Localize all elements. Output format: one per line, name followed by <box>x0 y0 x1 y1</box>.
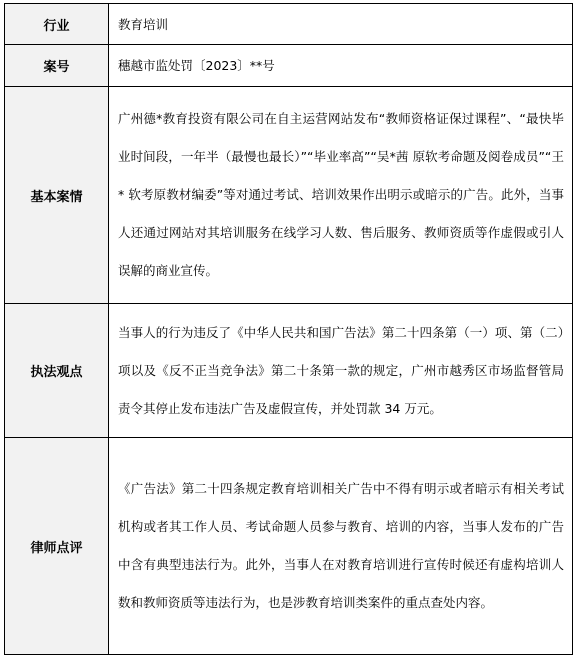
content-enforcement-view: 当事人的行为违反了《中华人民共和国广告法》第二十四条第（一）项、第（二）项以及《反不正当竞争法》第二十条第一款的规定，广州市越秀区市场监督管局责令其停止发布违法广告及虚假宣传，并处罚款 34 万元。 <box>109 304 573 438</box>
label-lawyer-comment: 律师点评 <box>5 438 109 655</box>
row-lawyer-comment <box>5 438 573 655</box>
content-case-number: 穗越市监处罚〔2023〕**号 <box>109 45 573 87</box>
content-industry: 教育培训 <box>109 4 573 45</box>
row-industry <box>5 4 573 45</box>
label-basic-facts: 基本案情 <box>5 87 109 304</box>
row-enforcement-view <box>5 304 573 438</box>
label-enforcement-view: 执法观点 <box>5 304 109 438</box>
label-industry: 行业 <box>5 4 109 45</box>
case-table <box>4 3 573 655</box>
content-basic-facts: 广州德*教育投资有限公司在自主运营网站发布“教师资格证保过课程”、“最快毕业时间段，一年半（最慢也最长）”“毕业率高”“吴*茜 原软考命题及阅卷成员”“王* 软考原教材编委”等对通过考试、培训效果作出明示或暗示的广告。此外，当事人还通过网站对其培训服务在线学习人数、售后服务、教师资质等作虚假或引人误解的商业宣传。 <box>109 87 573 304</box>
row-case-number <box>5 45 573 87</box>
content-lawyer-comment: 《广告法》第二十四条规定教育培训相关广告中不得有明示或者暗示有相关考试机构或者其工作人员、考试命题人员参与教育、培训的内容，当事人发布的广告中含有典型违法行为。此外，当事人在对教育培训进行宣传时候还有虚构培训人数和教师资质等违法行为，也是涉教育培训类案件的重点查处内容。 <box>109 438 573 655</box>
row-basic-facts <box>5 87 573 304</box>
label-case-number: 案号 <box>5 45 109 87</box>
